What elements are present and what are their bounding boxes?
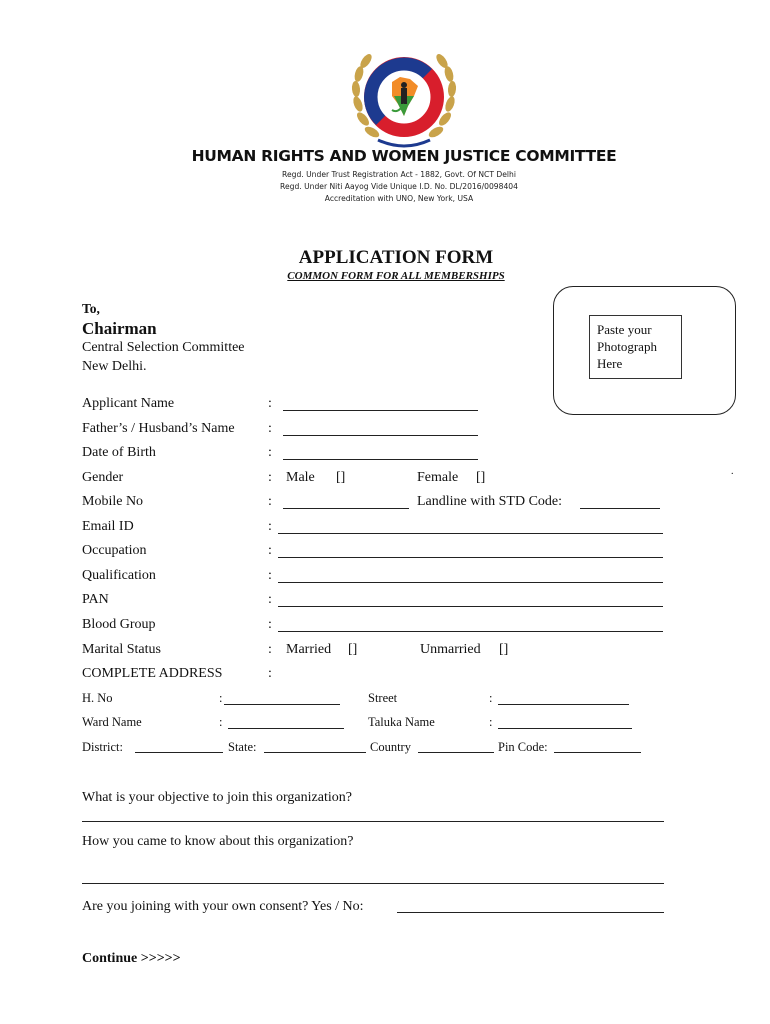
- country-label: Country: [370, 740, 411, 754]
- street-label: Street: [368, 691, 398, 705]
- organization-logo: [348, 44, 460, 154]
- state-field[interactable]: [264, 752, 366, 753]
- committee-city: New Delhi.: [82, 359, 147, 374]
- marital-status-label: Marital Status: [82, 642, 161, 657]
- ward-name-field[interactable]: [228, 728, 344, 729]
- objective-answer-field[interactable]: [82, 821, 664, 822]
- how-know-question: How you came to know about this organization?: [82, 834, 354, 849]
- form-subtitle: COMMON FORM FOR ALL MEMBERSHIPS: [287, 270, 505, 282]
- colon: :: [489, 691, 493, 705]
- chairman-label: Chairman: [82, 319, 157, 338]
- occupation-label: Occupation: [82, 543, 147, 558]
- colon: :: [268, 445, 272, 460]
- colon: :: [268, 543, 272, 558]
- state-label: State:: [228, 740, 257, 754]
- colon: :: [219, 715, 223, 729]
- how-know-answer-field[interactable]: [82, 883, 664, 884]
- photo-line-1: Paste your: [597, 322, 652, 337]
- unmarried-checkbox[interactable]: []: [499, 642, 509, 657]
- qualification-field[interactable]: [278, 582, 663, 583]
- married-option-label: Married: [286, 642, 332, 657]
- male-option-label: Male: [286, 470, 315, 485]
- district-field[interactable]: [135, 752, 223, 753]
- colon: :: [489, 715, 493, 729]
- organization-name: HUMAN RIGHTS AND WOMEN JUSTICE COMMITTEE: [191, 147, 617, 165]
- accreditation-line: Accreditation with UNO, New York, USA: [324, 194, 474, 203]
- colon: :: [268, 396, 272, 411]
- colon: :: [268, 666, 272, 681]
- father-husband-name-label: Father’s / Husband’s Name: [82, 421, 235, 436]
- colon: :: [268, 642, 272, 657]
- colon: :: [268, 470, 272, 485]
- applicant-name-label: Applicant Name: [82, 396, 175, 411]
- mobile-field[interactable]: [283, 508, 409, 509]
- street-field[interactable]: [498, 704, 629, 705]
- colon: :: [268, 494, 272, 509]
- photo-placeholder[interactable]: [589, 315, 682, 379]
- stray-dot: .: [731, 466, 734, 477]
- pin-code-field[interactable]: [554, 752, 641, 753]
- qualification-label: Qualification: [82, 568, 156, 583]
- form-title: APPLICATION FORM: [298, 247, 494, 268]
- colon: :: [268, 519, 272, 534]
- continue-label: Continue >>>>>: [82, 951, 181, 966]
- occupation-field[interactable]: [278, 557, 663, 558]
- landline-field[interactable]: [580, 508, 660, 509]
- h-no-field[interactable]: [224, 704, 340, 705]
- colon: :: [268, 421, 272, 436]
- photo-line-2: Photograph: [597, 339, 657, 354]
- committee-name: Central Selection Committee: [82, 340, 245, 355]
- mobile-label: Mobile No: [82, 494, 144, 509]
- to-label: To,: [82, 301, 100, 316]
- registration-line-1: Regd. Under Trust Registration Act - 1882, Govt. Of NCT Delhi: [282, 170, 516, 179]
- unmarried-option-label: Unmarried: [420, 642, 481, 657]
- pan-field[interactable]: [278, 606, 663, 607]
- district-label: District:: [82, 740, 123, 754]
- applicant-name-field[interactable]: [283, 410, 478, 411]
- consent-question: Are you joining with your own consent? Yes / No:: [82, 899, 364, 914]
- dob-field[interactable]: [283, 459, 478, 460]
- colon: :: [268, 592, 272, 607]
- registration-line-2: Regd. Under Niti Aayog Vide Unique I.D. No. DL/2016/0098404: [280, 182, 518, 191]
- ward-name-label: Ward Name: [82, 715, 142, 729]
- pan-label: PAN: [82, 592, 109, 607]
- colon: :: [268, 617, 272, 632]
- taluka-name-field[interactable]: [498, 728, 632, 729]
- landline-label: Landline with STD Code:: [417, 494, 563, 509]
- pin-code-label: Pin Code:: [498, 740, 548, 754]
- dob-label: Date of Birth: [82, 445, 156, 460]
- objective-question: What is your objective to join this organization?: [82, 790, 352, 805]
- email-field[interactable]: [278, 533, 663, 534]
- blood-group-label: Blood Group: [82, 617, 156, 632]
- taluka-name-label: Taluka Name: [368, 715, 435, 729]
- email-label: Email ID: [82, 519, 134, 534]
- female-checkbox[interactable]: []: [476, 470, 486, 485]
- father-husband-name-field[interactable]: [283, 435, 478, 436]
- colon: :: [268, 568, 272, 583]
- blood-group-field[interactable]: [278, 631, 663, 632]
- gender-label: Gender: [82, 470, 124, 485]
- h-no-label: H. No: [82, 691, 113, 705]
- consent-answer-field[interactable]: [397, 912, 664, 913]
- married-checkbox[interactable]: []: [348, 642, 358, 657]
- photo-line-3: Here: [597, 356, 623, 371]
- female-option-label: Female: [417, 470, 459, 485]
- country-field[interactable]: [418, 752, 494, 753]
- complete-address-label: COMPLETE ADDRESS: [82, 666, 223, 681]
- male-checkbox[interactable]: []: [336, 470, 346, 485]
- colon: :: [219, 691, 223, 705]
